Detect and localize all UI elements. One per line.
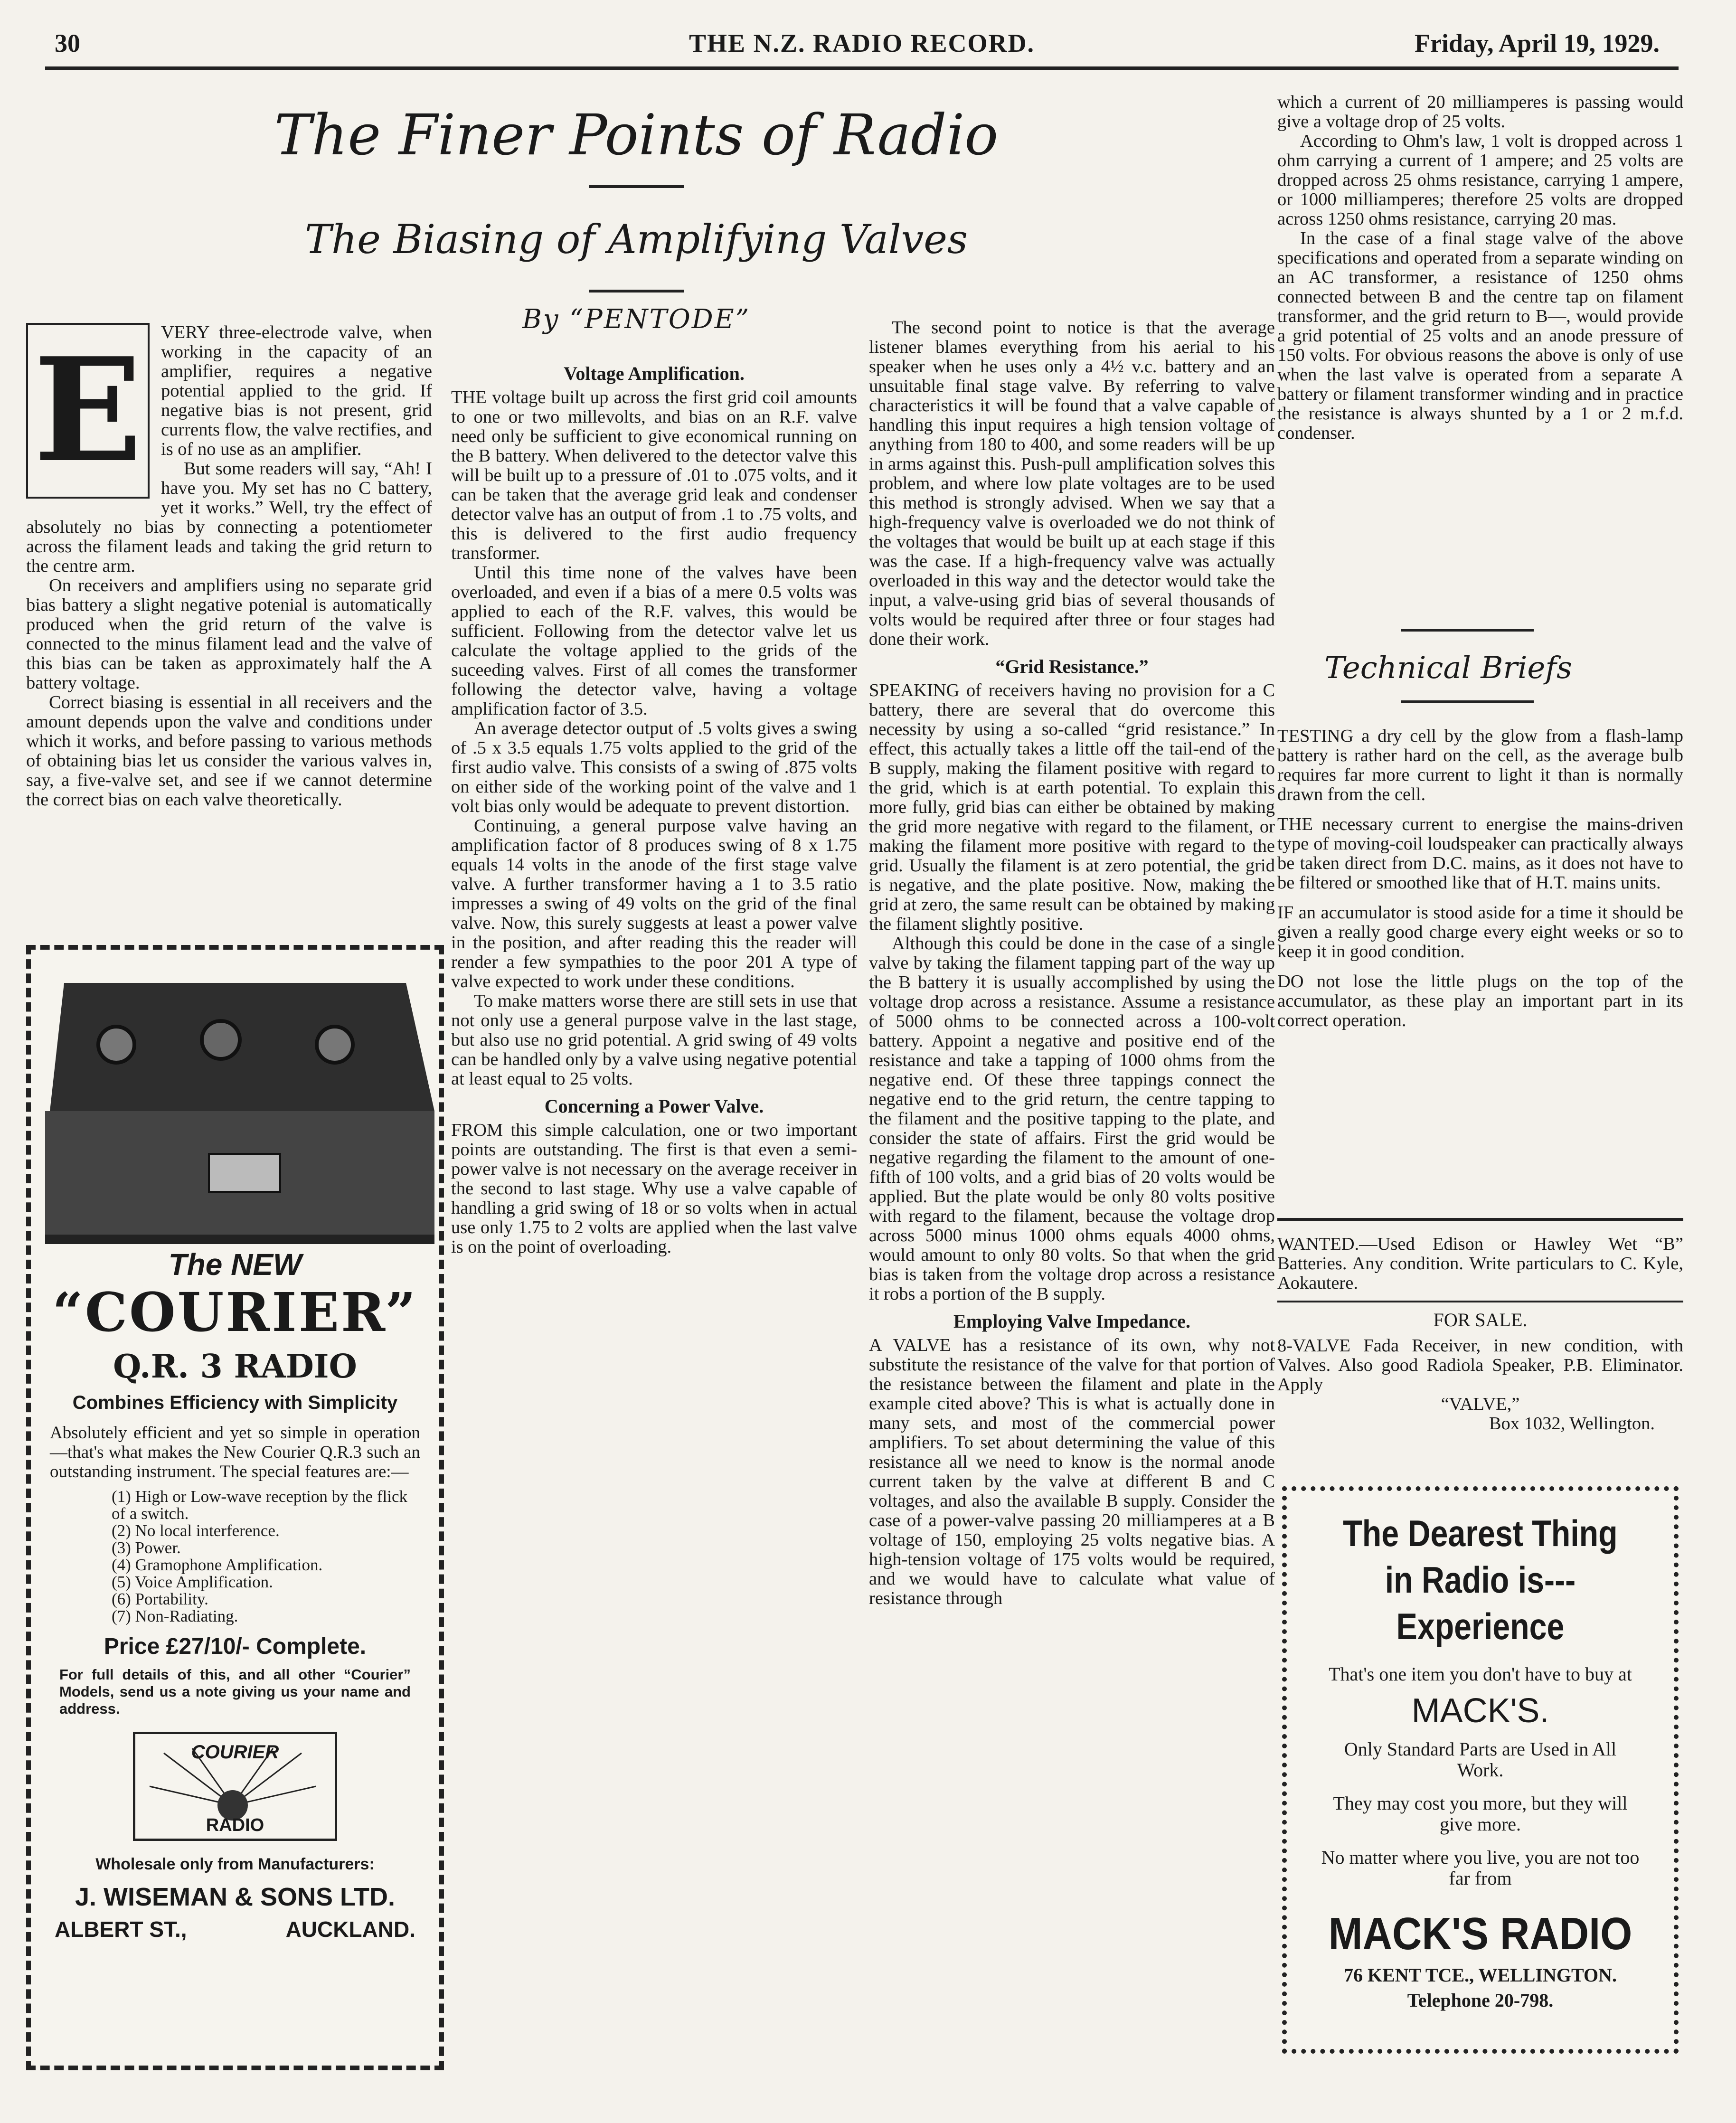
for-sale-name: “VALVE,” [1441,1394,1520,1414]
brief-item: THE necessary current to energise the mains-driven type of moving-coil loudspeaker can practically always be taken direct from D.C. mains, as it does not have to be filtered or smoothed like that of H.T. mains units. [1277,814,1683,893]
column-1 [26,323,432,810]
byline: By “PENTODE” [522,304,751,335]
paragraph: But some readers will say, “Ah! I have you. My set has no C battery, yet it works.” Well, try the effect of absolutely no bias by connecting a potentiometer across the filament leads and taking the grid return to the centre arm. [26,459,432,576]
ad-street: ALBERT ST., [55,1917,187,1942]
list-item: (1) High or Low-wave reception by the flick of a switch. [112,1487,407,1523]
article-title: The Finer Points of Radio [274,102,999,168]
ad-details: For full details of this, and all other “Courier” Models, send us a note giving us your name and address. [59,1666,411,1717]
list-item: (7) Non-Radiating. [112,1607,238,1625]
ad-city: AUCKLAND. [285,1917,415,1942]
paragraph: A VALVE has a resistance of its own, why not substitute the resistance of the valve for that portion of the resistance between the filament and plate in the example cited above? This is what is actually done in many sets, and most of the commercial power amplifiers. To set about determining the value of this resistance all we need to know is the normal anode current taken by the valve at different B and C voltages, and also the available B supply. Consider the case of a power-valve passing 20 milliamperes at a B voltage of 150, employing 25 volts negative bias. A high-tension voltage of 175 volts would be required, and we would have to calculate what value of resistance through [869,1335,1275,1608]
list-item: (4) Gramophone Amplification. [112,1556,323,1574]
wanted-ad: WANTED.—Used Edison or Hawley Wet “B” Batteries. Any condition. Write particulars to C. Kyle, Aokautere. [1277,1234,1683,1293]
divider [1401,700,1534,703]
classifieds [1277,1235,1683,1434]
logo-top-text: COURIER [191,1742,279,1763]
macks-brand: MACK'S RADIO [1328,1908,1632,1959]
macks-name: MACK'S. [1411,1692,1549,1730]
brief-item: TESTING a dry cell by the glow from a flash-lamp battery is rather hard on the cell, as the average bulb requires far more current to light it than is normally drawn from the cell. [1277,726,1683,804]
paragraph: An average detector output of .5 volts gives a swing of .5 x 3.5 equals 1.75 volts applied to the grid of the first audio valve. This consists of a swing of .875 volts on either side of the working point of the valve and 1 volt bias only would be adequate to prevent distortion. [451,718,857,816]
courier-advertisement [26,945,444,2070]
logo-bottom-text: RADIO [206,1815,264,1835]
paragraph: VERY three-electrode valve, when working in the capacity of an amplifier, requires a negative potential applied to the grid. If negative bias is not present, grid currents flow, the valve rectifies, and is of no use as an amplifier. [161,322,432,459]
radio-set-illustration [31,954,439,1249]
paragraph: Continuing, a general purpose valve having an amplification factor of 8 produces swing of 8 x 1.75 equals 14 volts in the anode of the first stage valve valve. A further transformer having a 1 to 3.5 ratio impresses a swing of 49 volts on the grid of the final valve. Now, this surely suggests at least a power valve in the position, and after reading this the reader will render a few sympathies to the poor 201 A type of valve expected to work under these conditions. [451,816,857,991]
paragraph: Until this time none of the valves have been overloaded, and even if a bias of a mere 0.5 volts was applied to each of the R.F. valves, this would be sufficient. Following from the detector valve let us calculate the voltage applied to the grids of the suceeding valves. First of all comes the transformer following the detector valve, having a voltage amplification factor of 3.5. [451,563,857,719]
macks-line-4: No matter where you live, you are not too far from [1321,1847,1640,1889]
ad-the-new: The NEW [168,1247,302,1282]
paragraph: THE voltage built up across the first grid coil amounts to one or two millevolts, and bias on an R.F. valve need only be sufficient to give economical running on the B battery. When delivered to the detector valve this will be built up to a pressure of .01 to .075 volts, and it can be taken that the average grid leak and condenser detector valve has an output of from .1 to .75 volts, and this is delivered to the first audio frequency transformer. [451,387,857,563]
ad-address [31,1916,439,1942]
ad-feature-list [31,1481,439,1625]
title-rule [589,185,684,188]
ad-model: Q.R. 3 RADIO [113,1348,357,1386]
list-item: (3) Power. [112,1538,181,1557]
subtitle-rule [589,290,684,293]
section-heading: Employing Valve Impedance. [953,1311,1190,1332]
ad-wholesale: Wholesale only from Manufacturers: [95,1855,375,1873]
issue-date: Friday, April 19, 1929. [1414,29,1660,57]
brief-item: DO not lose the little plugs on the top of the accumulator, as these play an important part in its correct operation. [1277,972,1683,1030]
list-item: (2) No local interference. [112,1521,280,1540]
divider [1277,1301,1683,1302]
page-header [45,28,1679,62]
page-number: 30 [55,29,80,57]
technical-briefs [1277,727,1683,1030]
macks-line-2: Only Standard Parts are Used in All Work. [1344,1738,1617,1781]
section-heading: “Grid Resistance.” [995,656,1149,677]
macks-address: 76 KENT TCE., WELLINGTON. [1344,1964,1617,1986]
divider [1401,629,1534,632]
paragraph: Although this could be done in the case of a single valve by taking the filament tapping part of the way up the B battery it is usually accomplished by using the voltage drop across a resistance. Assume a resistance of 5000 ohms to be connected across a 100-volt battery. Appoint a negative and positive end of the resistance and take a tapping of 1000 ohms from the negative end. Of these three tappings connect the negative end to the grid return, the centre tapping to the filament and the positive tapping to the plate, and consider the state of affairs. First the grid would be negative regarding the filament to the amount of one-fifth of 100 volts, and a grid bias of 20 volts would be applied. But the plate would be only 80 volts positive with regard to the filament, because the voltage drop across 5000 minus 1000 ohms equals 4000 ohms, would amount to only 80 volts. So that when the grid bias is taken from the voltage drop across a resistance it robs a portion of the B supply. [869,934,1275,1304]
ad-tagline: Combines Efficiency with Simplicity [72,1392,398,1413]
column-4 [1277,93,1683,443]
list-item: (5) Voice Amplification. [112,1573,273,1591]
drop-cap-e: E [26,323,150,499]
masthead: THE N.Z. RADIO RECORD. [689,29,1035,57]
ad-price: Price £27/10/- Complete. [104,1634,367,1659]
section-heading: Voltage Amplification. [564,363,745,384]
column-3 [869,318,1275,1608]
for-sale-heading: FOR SALE. [1433,1309,1528,1330]
paragraph: In the case of a final stage valve of the above specifications and operated from a separate winding on an AC transformer, a resistance of 1250 ohms connected between B and the centre tap on filament transformer, and the grid return to B—, would provide a grid potential of 25 volts and an anode pressure of 150 volts. For obvious reasons the above is only of use when the last valve is operated from a separate A battery or filament transformer winding and in practice the resistance is always shunted by a 1 or 2 m.f.d. condenser. [1277,228,1683,443]
article-subtitle: The Biasing of Amplifying Valves [304,216,968,263]
macks-phone: Telephone 20-798. [1407,1990,1554,2011]
brief-item: IF an accumulator is stood aside for a time it should be given a really good charge every eight weeks or so to keep it in good condition. [1277,903,1683,962]
ad-company: J. WISEMAN & SONS LTD. [75,1883,396,1911]
divider [1277,1218,1683,1221]
column-2 [451,356,857,1257]
macks-advertisement [1282,1486,1679,2054]
technical-briefs-title: Technical Briefs [1324,651,1572,686]
macks-line-3: They may cost you more, but they will give more. [1333,1793,1628,1835]
macks-line-1: That's one item you don't have to buy at [1329,1663,1632,1685]
for-sale-ad: 8-VALVE Fada Receiver, in new condition, with Valves. Also good Radiola Speaker, P.B. Eliminator. Apply [1277,1336,1683,1395]
paragraph: FROM this simple calculation, one or two important points are outstanding. The first is that even a semi-power valve is not necessary on the average receiver in the second to last stage. Why use a valve capable of handling a grid swing of 18 or so volts when in actual use only 1.75 to 2 volts are applied when the last valve is on the point of overloading. [451,1120,857,1257]
header-rule [45,66,1679,70]
courier-radio-logo [133,1732,337,1841]
macks-headline: The Dearest Thing in Radio is---Experience [1343,1512,1618,1647]
paragraph: According to Ohm's law, 1 volt is dropped across 1 ohm carrying a current of 1 ampere; and 25 volts are dropped across 25 ohms resistance, carrying 1 ampere, or 1000 milliamperes; therefore 25 volts are dropped across 1250 ohms resistance, carrying 20 mas. [1277,131,1683,229]
paragraph: On receivers and amplifiers using no separate grid bias battery a slight negative potenial is automatically produced when the grid return of the valve is connected to the minus filament lead and the valve of this bias can be taken as approximately half the A battery voltage. [26,576,432,693]
paragraph: Correct biasing is essential in all receivers and the amount depends upon the valve and conditions under which it works, and before passing to various methods of obtaining bias let us consider the various valves in, say, a five-valve set, and see if we cannot determine the correct bias on each valve theoretically. [26,692,432,810]
list-item: (6) Portability. [112,1590,208,1608]
ad-intro: Absolutely efficient and yet so simple in operation—that's what makes the New Courier Q.R.3 such an outstanding instrument. The special features are:— [50,1423,420,1481]
section-heading: Concerning a Power Valve. [544,1095,764,1117]
paragraph: which a current of 20 milliamperes is passing would give a voltage drop of 25 volts. [1277,92,1683,132]
ad-courier-name: “COURIER” [52,1282,418,1344]
paragraph: To make matters worse there are still sets in use that not only use a general purpose valve in the last stage, but also use no grid potential. A grid swing of 49 volts can be handled only by a valve using negative potential at least equal to 25 volts. [451,991,857,1089]
paragraph: The second point to notice is that the average listener blames everything from his aerial to his speaker when he uses only a 4½ v.c. battery and an unsuitable final stage valve. By referring to valve characteristics it will be found that a valve capable of handling this input requires a high tension voltage of anything from 180 to 400, and some readers will be up in arms against this. Push-pull amplification solves this problem, and where low plate voltages are to be used this method is strongly advised. When we say that a high-frequency valve is overloaded we do not think of the voltages that would be built up at each stage if this was the case. If a high-frequency valve was actually overloaded in this way and the detector would take the input, a valve-using grid bias of several thousands of volts would be required after three or four stages had done their work. [869,318,1275,649]
paragraph: SPEAKING of receivers having no provision for a C battery, there are several that do overcome this necessity by using a so-called “grid resistance.” In effect, this actually takes a little off the tail-end of the B supply, making the filament positive with regard to the grid, which is at earth potential. To explain this more fully, grid bias can either be obtained by making the grid more negative with regard to the filament, or making the filament more positive with regard to the grid. Usually the filament is at zero potential, the grid is negative, and the plate positive. Now, making the grid at zero, the same result can be obtained by making the filament slightly positive. [869,680,1275,934]
for-sale-address: Box 1032, Wellington. [1489,1414,1655,1434]
